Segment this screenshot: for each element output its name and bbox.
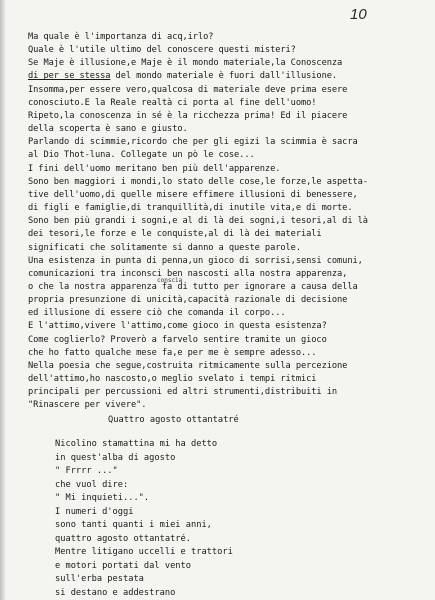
prose-line bbox=[28, 70, 430, 83]
poem-body bbox=[55, 438, 415, 600]
prose-line: che ho fatto qualche mese fa,e per me è sempre adesso... bbox=[28, 347, 317, 358]
prose-line: significati che solitamente si danno a queste parole. bbox=[28, 242, 301, 253]
prose-line: Parlando di scimmie,ricordo che per gli egizi la scimmia è sacra bbox=[28, 137, 358, 148]
poem-line: quattro agosto ottantatré. bbox=[55, 533, 191, 544]
prose-line: Se Maje è illusione,e Maje è il mondo materiale,la Conoscenza bbox=[28, 58, 343, 69]
poem-line: sono tanti quanti i miei anni, bbox=[55, 520, 212, 530]
prose-line: della scoperta è sano e giusto. bbox=[28, 124, 188, 135]
prose-line: di figli e famiglie,di tranquillità,di inutile vita,e di morte. bbox=[28, 203, 353, 214]
prose-line: conosciuto.E la Reale realtà ci porta al fine dell'uomo! bbox=[28, 97, 317, 108]
prose-line: Sono ben più grandi i sogni,e al di là dei sogni,i tesori,al di là bbox=[28, 216, 368, 227]
poem-line: si destano e addestrano bbox=[55, 587, 176, 598]
prose-line: Sono ben maggiori i mondi,lo stato delle cose,le forze,le aspetta- bbox=[28, 176, 368, 187]
underlined-phrase: di per se stessa bbox=[28, 71, 111, 82]
prose-line: E l'attimo,vivere l'attimo,come gioco in questa esistenza? bbox=[28, 321, 327, 332]
prose-line: al Dio Thot-luna. Collegate un pò le cose... bbox=[28, 150, 255, 161]
poem-line: " Mi inquieti...". bbox=[55, 493, 150, 503]
poem-line: Mentre litigano uccelli e trattori bbox=[55, 547, 233, 557]
prose-line: Ma quale è l'importanza di acq,irlo? bbox=[28, 32, 214, 42]
poem-line: e motori portati dal vento bbox=[55, 560, 191, 571]
poem-line: sull'erba pestata bbox=[55, 574, 144, 584]
prose-line: o che la nostra apparenza fa di tutto per ignorare a causa della bbox=[28, 281, 358, 292]
poem-line: che vuol dire: bbox=[55, 479, 129, 490]
poem-line: I numeri d'oggi bbox=[55, 506, 134, 517]
poem-date-heading: Quattro agosto ottantatré bbox=[108, 415, 239, 425]
prose-line: propria presunzione di unicità,capacità razionale di decisione bbox=[28, 295, 348, 306]
poem-line: " Frrrr ..." bbox=[55, 466, 118, 476]
prose-line: Una esistenza in punta di penna,un gioco di sorrisi,sensi comuni, bbox=[28, 255, 363, 266]
prose-line: dell'attimo,ho nascosto,o meglio svelato i tempi ritmici bbox=[28, 374, 317, 385]
prose-line: Ripeto,la conoscenza in sé è la ricchezza prima! Ed il piacere bbox=[28, 110, 348, 121]
prose-line: I fini dell'uomo meritano ben più dell'apparenze. bbox=[28, 163, 281, 174]
page-edge-shadow bbox=[0, 0, 6, 600]
prose-line: tive dell'uomo,di quelle misere effimere illusioni di benessere, bbox=[28, 189, 358, 200]
prose-line: principali per percussioni ed altri strumenti,distribuiti in bbox=[28, 387, 338, 398]
handwritten-insertion: conscia bbox=[157, 277, 183, 284]
prose-line: Come coglierlo? Proverò a farvelo sentire tramite un gioco bbox=[28, 334, 327, 345]
prose-line-rest: del mondo materiale è fuori dall'illusione. bbox=[110, 71, 338, 82]
prose-body bbox=[28, 31, 430, 413]
poem-line: Nicolino stamattina mi ha detto bbox=[55, 439, 218, 449]
poem-line: in quest'alba di agosto bbox=[55, 452, 176, 463]
prose-line: Insomma,per essere vero,qualcosa di materiale deve prima esere bbox=[28, 84, 348, 95]
prose-line: "Rinascere per vivere". bbox=[28, 400, 147, 411]
prose-line: Quale è l'utile ultimo del conoscere questi misteri? bbox=[28, 45, 296, 56]
prose-line: dei tesori,le forze e le conquiste,al di là dei materiali bbox=[28, 229, 322, 240]
prose-line: comunicazioni tra inconsci ben nascosti alla nostra apparenza, bbox=[28, 268, 348, 279]
prose-line: Nella poesia che segue,costruita ritmicamente sulla percezione bbox=[28, 360, 348, 371]
prose-line: ed illusione di essere ciò che comanda il corpo... bbox=[28, 308, 286, 319]
page-number: 10 bbox=[350, 6, 367, 23]
